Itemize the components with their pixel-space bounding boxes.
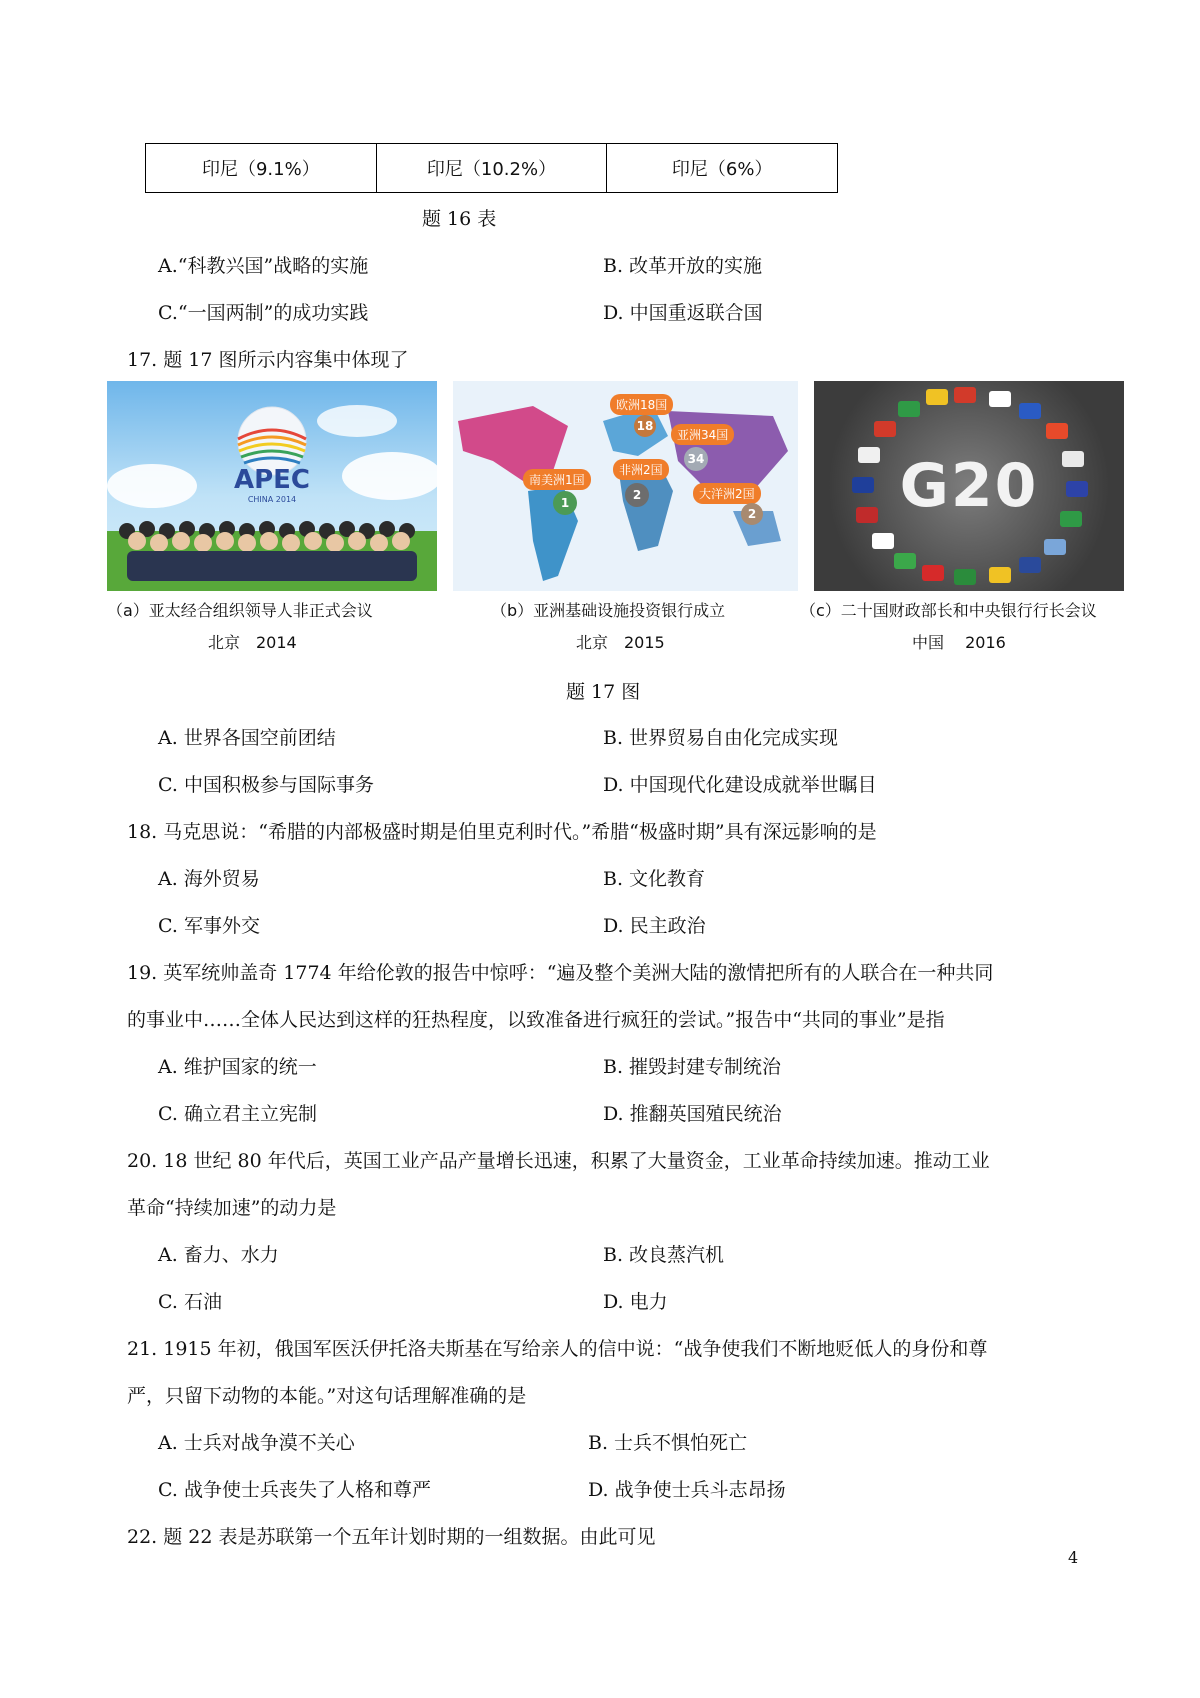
q20-stem-line1: 20. 18 世纪 80 年代后，英国工业产品产量增长迅速，积累了大量资金，工业革命持续加速。推动工业: [127, 1150, 990, 1172]
page-number: 4: [1068, 1548, 1079, 1567]
figure-c-caption: （c）二十国财政部长和中央银行行长会议: [800, 601, 1097, 620]
q16-option-c: C.“一国两制”的成功实践: [158, 302, 369, 324]
q18-option-d: D. 民主政治: [603, 915, 706, 937]
q19-option-b: B. 摧毁封建专制统治: [603, 1056, 782, 1078]
q22-stem: 22. 题 22 表是苏联第一个五年计划时期的一组数据。由此可见: [127, 1526, 656, 1548]
q19-option-a: A. 维护国家的统一: [158, 1056, 317, 1078]
map-label-south-america: 南美洲1国: [523, 469, 591, 490]
table-16-caption: 题 16 表: [422, 208, 497, 230]
apec-logo-subtext: CHINA 2014: [247, 495, 297, 504]
q18-stem: 18. 马克思说：“希腊的内部极盛时期是伯里克利时代。”希腊“极盛时期”具有深远影响的是: [127, 821, 877, 843]
table-cell: 印尼（6%）: [671, 159, 773, 180]
map-pin-icon: 2: [625, 483, 649, 507]
q18-option-a: A. 海外贸易: [158, 868, 260, 890]
figure-b-place-year: 北京 2015: [576, 633, 665, 652]
q17-option-c: C. 中国积极参与国际事务: [158, 774, 374, 796]
q20-option-c: C. 石油: [158, 1291, 222, 1313]
q16-option-a: A.“科教兴国”战略的实施: [158, 255, 369, 277]
q21-option-c: C. 战争使士兵丧失了人格和尊严: [158, 1479, 431, 1501]
figure-a-caption: （a）亚太经合组织领导人非正式会议: [107, 601, 373, 620]
figure-a-place-year: 北京 2014: [208, 633, 297, 652]
q17-option-b: B. 世界贸易自由化完成实现: [603, 727, 839, 749]
map-pin-icon: 18: [634, 415, 656, 437]
q19-option-c: C. 确立君主立宪制: [158, 1103, 317, 1125]
figure-apec: [107, 381, 437, 591]
q20-option-d: D. 电力: [603, 1291, 668, 1313]
q21-option-b: B. 士兵不惧怕死亡: [588, 1432, 748, 1454]
map-pin-icon: 34: [684, 447, 708, 471]
q19-stem-line1: 19. 英军统帅盖奇 1774 年给伦敦的报告中惊呼：“遍及整个美洲大陆的激情把所有的人联合在一种共同: [127, 962, 994, 984]
g20-logo-text: G20: [899, 451, 1039, 521]
map-label-africa: 非洲2国: [613, 459, 669, 480]
figure-g20: [814, 381, 1124, 591]
q20-option-b: B. 改良蒸汽机: [603, 1244, 725, 1266]
q21-option-a: A. 士兵对战争漠不关心: [158, 1432, 355, 1454]
map-pin-icon: 2: [741, 503, 763, 525]
figure-b-caption: （b）亚洲基础设施投资银行成立: [491, 601, 726, 620]
q21-option-d: D. 战争使士兵斗志昂扬: [588, 1479, 786, 1501]
q19-option-d: D. 推翻英国殖民统治: [603, 1103, 782, 1125]
q19-stem-line2: 的事业中……全体人民达到这样的狂热程度，以致准备进行疯狂的尝试。”报告中“共同的事业”是指: [127, 1009, 945, 1031]
q21-stem-line1: 21. 1915 年初，俄国军医沃伊托洛夫斯基在写给亲人的信中说：“战争使我们不断地贬低人的身份和尊: [127, 1338, 988, 1360]
figure-17-caption: 题 17 图: [566, 681, 641, 703]
q16-option-b: B. 改革开放的实施: [603, 255, 763, 277]
map-label-europe: 欧洲18国: [610, 394, 673, 415]
table-16: [145, 143, 838, 193]
q20-stem-line2: 革命“持续加速”的动力是: [127, 1197, 337, 1219]
map-label-oceania: 大洋洲2国: [693, 483, 761, 504]
figure-c-place-year: 中国 2016: [912, 633, 1006, 652]
q16-option-d: D. 中国重返联合国: [603, 302, 763, 324]
q21-stem-line2: 严，只留下动物的本能。”对这句话理解准确的是: [127, 1385, 527, 1407]
table-cell: 印尼（10.2%）: [377, 144, 608, 192]
apec-logo-text: APEC: [233, 465, 311, 495]
q17-stem: 17. 题 17 图所示内容集中体现了: [127, 349, 409, 371]
q18-option-c: C. 军事外交: [158, 915, 260, 937]
map-pin-icon: 1: [553, 491, 577, 515]
map-label-asia: 亚洲34国: [671, 424, 734, 445]
table-cell: 印尼（9.1%）: [146, 144, 377, 192]
q20-option-a: A. 畜力、水力: [158, 1244, 279, 1266]
q18-option-b: B. 文化教育: [603, 868, 706, 890]
q17-option-d: D. 中国现代化建设成就举世瞩目: [603, 774, 877, 796]
figure-aiib-map: [453, 381, 798, 591]
q17-option-a: A. 世界各国空前团结: [158, 727, 336, 749]
